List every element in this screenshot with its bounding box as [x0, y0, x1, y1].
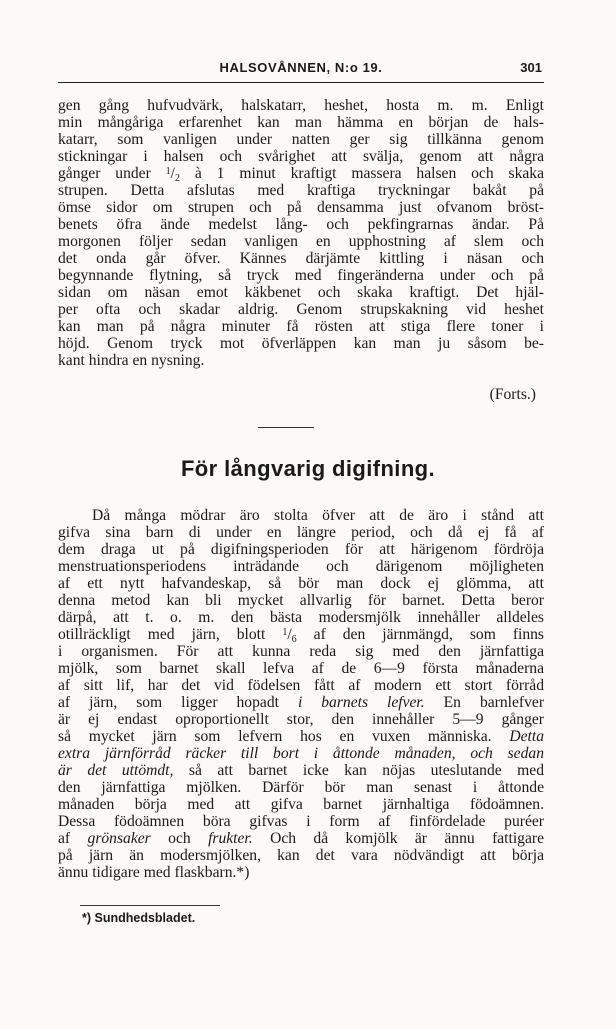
text-fragment: af den järnmängd, som finns	[313, 626, 545, 643]
fraction-numerator: 1	[282, 627, 288, 638]
text-line: katarr, som vanligen under natten ger sig tillkänna genom	[58, 131, 544, 148]
text-line: höjd. Genom tryck mot öfverläppen kan man ju såsom be-	[58, 335, 544, 352]
text-line: sidan om näsan emot käkbenet och skaka kraftigt. Det hjäl-	[58, 284, 544, 301]
italic-emphasis: är det uttömdt,	[58, 762, 174, 779]
italic-emphasis: frukter.	[208, 830, 253, 847]
journal-title: HALSOVÅNNEN, N:o 19.	[219, 60, 383, 75]
text-line	[58, 694, 544, 711]
continued-marker: (Forts.)	[489, 386, 536, 403]
text-fragment: Och då komjölk är ännu fattigare	[270, 830, 545, 847]
text-line: per ofta och skadar aldrig. Genom strupskakning vid heshet	[58, 301, 544, 318]
fraction-half: $^1/_2$	[165, 165, 181, 184]
text-line: mjölk, som barnet skall lefva af de 6—9 första månaderna	[58, 660, 544, 677]
text-line	[58, 728, 544, 745]
text-line: kan man på några minuter få rösten att stiga flere toner i	[58, 318, 544, 335]
text-line: den järnfattiga mjölken. Därför bör man senast i åttonde	[58, 779, 544, 796]
text-line	[58, 830, 544, 847]
text-line: månaden börja med att gifva barnet järnhaltiga födoämnen.	[58, 796, 544, 813]
text-line: gifva sina barn di under en längre period, och då ej få af	[58, 524, 544, 541]
text-line: Då många mödrar äro stolta öfver att de äro i stånd att	[92, 507, 544, 524]
text-line: i organismen. För att kunna reda sig med den järnfattiga	[58, 643, 544, 660]
article-body	[58, 507, 544, 881]
text-line	[58, 165, 544, 182]
section-divider	[258, 427, 314, 428]
text-line: strupen. Detta afslutas med kraftiga tryckningar bakåt på	[58, 182, 544, 199]
fraction-denominator: 6	[291, 634, 297, 645]
text-line	[58, 626, 544, 643]
text-fragment: En barnlefver	[443, 694, 545, 711]
running-header	[58, 58, 544, 83]
text-fragment: af	[58, 830, 71, 847]
text-line	[58, 762, 544, 779]
text-line: af ett nytt hafvandeskap, så bör man dock ej glömma, att	[58, 575, 544, 592]
text-line: af sitt lif, har det vid födelsen fått af modern ett stort förråd	[58, 677, 544, 694]
text-line: begynnande flytning, så tryck med fingeränderna under och på	[58, 267, 544, 284]
text-line: dem draga ut på digifningsperioden för att härigenom fördröja	[58, 541, 544, 558]
text-line: morgonen följer sedan vanligen en upphostning af slem och	[58, 233, 544, 250]
text-fragment: af järn, som ligger hopadt	[58, 694, 279, 711]
text-line: därpå, att t. o. m. den bästa modersmjölk innehåller alldeles	[58, 609, 544, 626]
italic-emphasis: i barnets lefver.	[297, 694, 425, 711]
text-line: benets öfra ände medelst lång- och pekfingrarnas ändar. På	[58, 216, 544, 233]
text-fragment: så att barnet icke kan nöjas uteslutande med	[188, 762, 545, 779]
text-line: stickningar i halsen och svårighet att svälja, genom att några	[58, 148, 544, 165]
text-line: det onda går öfver. Kännes därjämte kittling i näsan och	[58, 250, 544, 267]
text-line: Dessa födoämnen böra gifvas i form af finfördelade puréer	[58, 813, 544, 830]
footnote-rule	[80, 905, 220, 906]
text-fragment: à 1 minut kraftigt massera halsen och skaka	[194, 165, 545, 182]
italic-emphasis: Detta	[509, 728, 545, 745]
text-line: menstruationsperiodens inträdande och därigenom möjligheten	[58, 558, 544, 575]
footnote: *) Sundhedsbladet.	[82, 911, 196, 925]
text-fragment: och	[168, 830, 191, 847]
text-line: på järn än modersmjölken, kan det vara nödvändigt att börja	[58, 847, 544, 864]
fraction-denominator: 2	[175, 173, 181, 184]
text-fragment: otillräckligt med järn, blott	[58, 626, 266, 643]
continuation-paragraph	[58, 97, 544, 369]
text-line: gen gång hufvudvärk, halskatarr, heshet, hosta m. m. Enligt	[58, 97, 544, 114]
fraction-numerator: 1	[165, 166, 171, 177]
page-number: 301	[520, 60, 542, 75]
italic-emphasis: grönsaker	[87, 830, 151, 847]
text-line: extra järnförråd räcker till bort i åttonde månaden, och sedan	[58, 745, 544, 762]
text-line: är ej endast oproportionellt stor, den innehåller 5—9 gånger	[58, 711, 544, 728]
text-line: ömse sidor om strupen och på densamma just ofvanom bröst-	[58, 199, 544, 216]
article-title: För långvarig digifning.	[180, 456, 436, 481]
text-line: kant hindra en nysning.	[58, 352, 205, 369]
text-fragment: så mycket järn som lefvern hos en vuxen människa.	[58, 728, 492, 745]
text-line: ännu tidigare med flaskbarn.*)	[58, 864, 250, 881]
text-line: min mångåriga erfarenhet kan man hämma en början de hals-	[58, 114, 544, 131]
text-line: denna metod kan bli mycket allvarlig för barnet. Detta beror	[58, 592, 544, 609]
fraction-sixth: $^1/_6$	[282, 626, 297, 645]
text-fragment: gånger under	[58, 165, 151, 182]
